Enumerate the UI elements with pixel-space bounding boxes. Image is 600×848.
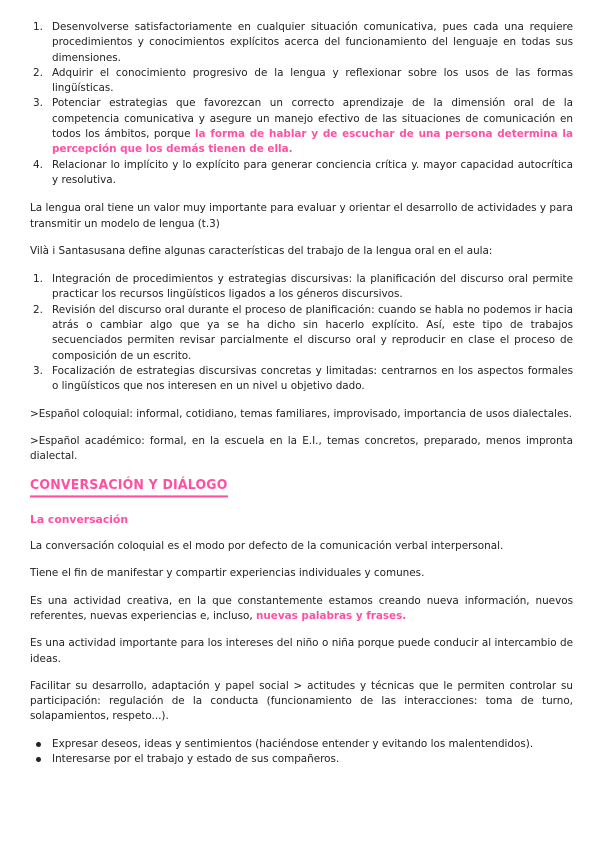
section-title: CONVERSACIÓN Y DIÁLOGO — [30, 477, 228, 498]
bullet-icon — [36, 742, 41, 747]
bullet-icon — [36, 757, 41, 762]
objectives-list — [30, 20, 573, 188]
paragraph: >Español académico: formal, en la escuela en la E.I., temas concretos, preparado, menos impronta dialectal. — [30, 434, 573, 463]
highlighted-text: la forma de hablar y de escuchar de una persona determina la percepción que los demás tienen de ella. — [52, 128, 573, 156]
list-number: 3. — [33, 97, 43, 110]
list-number: 1. — [33, 273, 43, 286]
list-number: 3. — [33, 364, 43, 377]
paragraph-text: Es una actividad creativa, en la que constantemente estamos creando nueva información, nuevos referentes, nuevas experiencias e, incluso, — [30, 594, 573, 622]
list-item — [30, 272, 573, 303]
list-item — [30, 158, 573, 189]
paragraph: La lengua oral tiene un valor muy importante para evaluar y orientar el desarrollo de actividades y para transmitir un modelo de lengua (t.3) — [30, 202, 573, 230]
paragraph: Facilitar su desarrollo, adaptación y papel social > actitudes y técnicas que le permiten controlar su participación: regulación de la conducta (funcionamiento de las interacciones: toma de turno, solapamientos, respeto...). — [30, 679, 573, 723]
list-item — [30, 20, 573, 66]
paragraph: La conversación coloquial es el modo por defecto de la comunicación verbal interpersonal. — [30, 540, 504, 553]
paragraph — [30, 594, 573, 625]
list-item — [30, 364, 573, 395]
highlighted-text: nuevas palabras y frases. — [256, 609, 407, 622]
list-number: 4. — [33, 158, 43, 171]
section-heading — [30, 477, 573, 497]
characteristics-list — [30, 272, 573, 394]
list-item-text: Expresar deseos, ideas y sentimientos (haciéndose entender y evitando los malentendidos). — [52, 737, 534, 750]
list-item — [30, 303, 573, 364]
paragraph: Tiene el fin de manifestar y compartir experiencias individuales y comunes. — [30, 567, 425, 580]
list-item-text: Desenvolverse satisfactoriamente en cualquier situación comunicativa, pues cada una requiere procedimientos y conocimientos explícitos acerca del funcionamiento del lenguaje en todas sus dimensiones. — [52, 21, 573, 64]
subsection-title: La conversación — [30, 512, 129, 526]
list-item-text: Revisión del discurso oral durante el proceso de planificación: cuando se habla no podemos ir hacia atrás o cambiar algo que ya se ha dicho sin hacerlo explícito. Así, este tipo de trabajos secuenciados permiten revisar parcialmente el discurso oral y reproducir en clase el proceso de composición de un escrito. — [52, 303, 573, 362]
list-item-text: Relacionar lo implícito y lo explícito para generar conciencia crítica y. mayor capacidad autocrítica y resolutiva. — [52, 158, 573, 186]
list-item — [30, 737, 573, 752]
list-item-text: Potenciar estrategias que favorezcan un correcto aprendizaje de la dimensión oral de la competencia comunicativa y asegure un manejo efectivo de las situaciones de comunicación en todos los ámbitos, porque — [52, 97, 573, 141]
list-item — [30, 752, 573, 767]
bullet-list — [30, 737, 573, 768]
list-number: 1. — [33, 21, 43, 33]
list-item-text: Adquirir el conocimiento progresivo de la lengua y reflexionar sobre los usos de las formas lingüísticas. — [52, 66, 573, 95]
list-number: 2. — [33, 303, 43, 316]
paragraph: Vilà i Santasusana define algunas características del trabajo de la lengua oral en el aula: — [30, 244, 493, 257]
list-item — [30, 96, 573, 157]
paragraph: Es una actividad importante para los intereses del niño o niña porque puede conducir al intercambio de ideas. — [30, 637, 573, 665]
document-page — [30, 20, 573, 767]
paragraph: >Español coloquial: informal, cotidiano, temas familiares, improvisado, importancia de usos dialectales. — [30, 407, 573, 420]
list-item-text: Interesarse por el trabajo y estado de sus compañeros. — [52, 752, 340, 765]
list-number: 2. — [33, 66, 43, 79]
list-item — [30, 66, 573, 97]
list-item-text: Integración de procedimientos y estrategias discursivas: la planificación del discurso oral permite practicar los recursos lingüísticos ligados a los géneros discursivos. — [52, 273, 573, 301]
list-item-text: Focalización de estrategias discursivas concretas y limitadas: centrarnos en los aspectos formales o lingüísticos que nos interesen en un nivel u objetivo dado. — [52, 364, 573, 393]
